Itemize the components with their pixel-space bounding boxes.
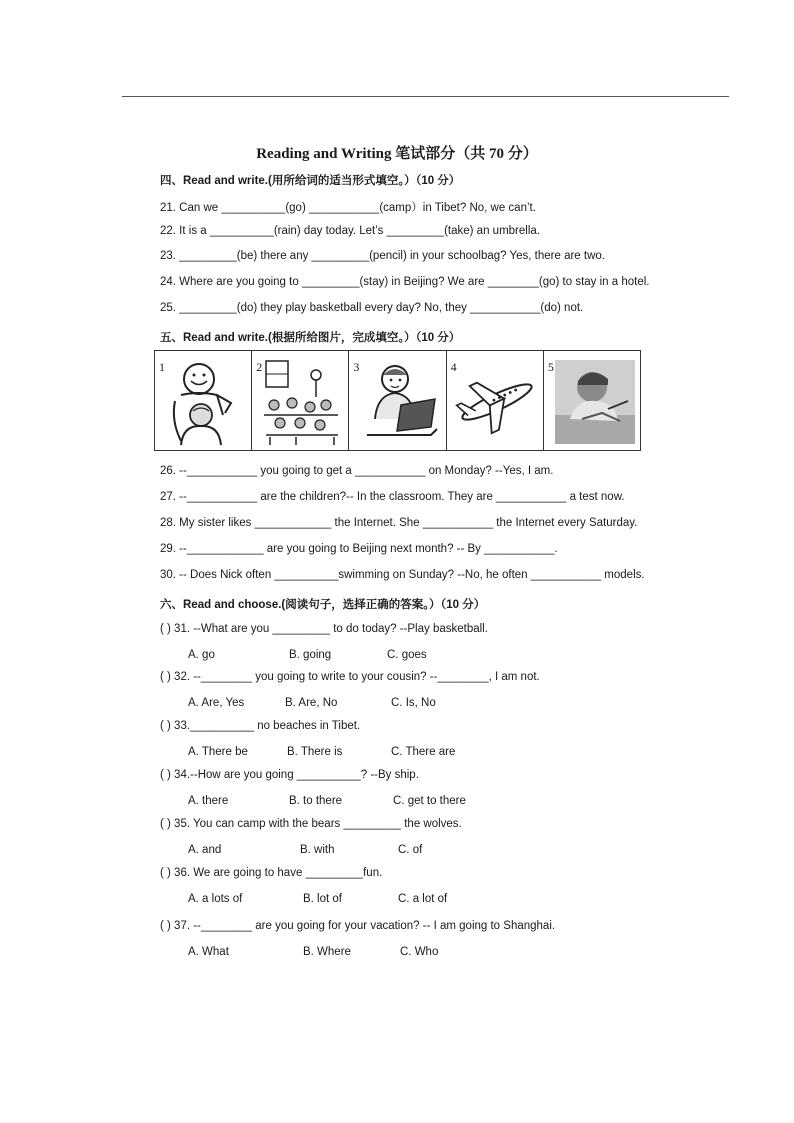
- option-b: B. Where: [303, 946, 351, 958]
- option-c: C. get to there: [393, 795, 466, 807]
- computer-user-icon: [357, 357, 442, 447]
- question-28: 28. My sister likes ____________ the Internet. She ___________ the Internet every Saturday.: [160, 517, 638, 529]
- haircut-icon: [163, 357, 248, 447]
- question-27: 27. --___________ are the children?-- In the classroom. They are ___________ a test now.: [160, 491, 625, 503]
- option-b: B. Are, No: [285, 697, 338, 709]
- picture-4: [447, 351, 544, 450]
- section-5-header: 五、Read and write.(根据所给图片，完成填空。）（10 分）: [160, 332, 461, 344]
- question-25: 25. _________(do) they play basketball every day? No, they ___________(do) not.: [160, 302, 584, 314]
- question-21: 21. Can we __________(go) ___________(camp）in Tibet? No, we can’t.: [160, 202, 536, 214]
- picture-number: 3: [353, 360, 360, 374]
- option-c: C. goes: [387, 649, 427, 661]
- option-b: B. with: [300, 844, 335, 856]
- question-36: ( ) 36. We are going to have _________fun.: [160, 867, 383, 879]
- header-rule: [122, 96, 729, 97]
- section-4-header: 四、Read and write.(用所给词的适当形式填空。）（10 分）: [160, 175, 461, 187]
- picture-number: 4: [450, 360, 457, 374]
- question-30: 30. -- Does Nick often __________swimming on Sunday? --No, he often ___________ models.: [160, 569, 645, 581]
- page-title: Reading and Writing 笔试部分（共 70 分）: [256, 146, 538, 162]
- picture-number: 1: [159, 360, 165, 374]
- classroom-icon: [260, 357, 345, 447]
- question-26: 26. --___________ you going to get a ___________ on Monday? --Yes, I am.: [160, 465, 554, 477]
- airplane-icon: [455, 357, 540, 447]
- option-c: C. Is, No: [391, 697, 436, 709]
- option-a: A. there: [188, 795, 229, 807]
- picture-number: 5: [547, 360, 554, 374]
- option-c: C. There are: [391, 746, 456, 758]
- option-b: B. to there: [289, 795, 343, 807]
- option-a: A. What: [188, 946, 229, 958]
- option-c: C. of: [398, 844, 423, 856]
- option-a: A. There be: [188, 746, 248, 758]
- option-b: B. lot of: [303, 893, 342, 905]
- option-b: B. going: [289, 649, 332, 661]
- question-32: ( ) 32. --________ you going to write to your cousin? --________, I am not.: [160, 671, 540, 683]
- question-33: ( ) 33.__________ no beaches in Tibet.: [160, 720, 361, 732]
- option-a: A. Are, Yes: [188, 697, 245, 709]
- question-24: 24. Where are you going to _________(stay) in Beijing? We are ________(go) to stay in a hotel.: [160, 276, 650, 288]
- question-37: ( ) 37. --________ are you going for your vacation? -- I am going to Shanghai.: [160, 920, 556, 932]
- option-c: C. a lot of: [398, 893, 448, 905]
- question-22: 22. It is a __________(rain) day today. Let’s _________(take) an umbrella.: [160, 225, 540, 237]
- picture-number: 2: [256, 360, 263, 374]
- option-a: A. and: [188, 844, 222, 856]
- option-a: A. go: [188, 649, 215, 661]
- option-b: B. There is: [287, 746, 343, 758]
- section-6-header: 六、Read and choose.(阅读句子，选择正确的答案。）（10 分）: [160, 599, 486, 611]
- picture-2: [252, 351, 349, 450]
- question-35: ( ) 35. You can camp with the bears _________ the wolves.: [160, 818, 462, 830]
- question-29: 29. --____________ are you going to Beijing next month? -- By ___________.: [160, 543, 558, 555]
- picture-1: [155, 351, 252, 450]
- picture-strip: [154, 350, 641, 451]
- question-23: 23. _________(be) there any _________(pencil) in your schoolbag? Yes, there are two.: [160, 250, 605, 262]
- picture-5: [544, 351, 640, 450]
- option-a: A. a lots of: [188, 893, 243, 905]
- question-34: ( ) 34.--How are you going __________? --By ship.: [160, 769, 419, 781]
- question-31: ( ) 31. --What are you _________ to do today? --Play basketball.: [160, 623, 488, 635]
- picture-3: [349, 351, 446, 450]
- option-c: C. Who: [400, 946, 439, 958]
- child-modeling-icon: [552, 357, 637, 447]
